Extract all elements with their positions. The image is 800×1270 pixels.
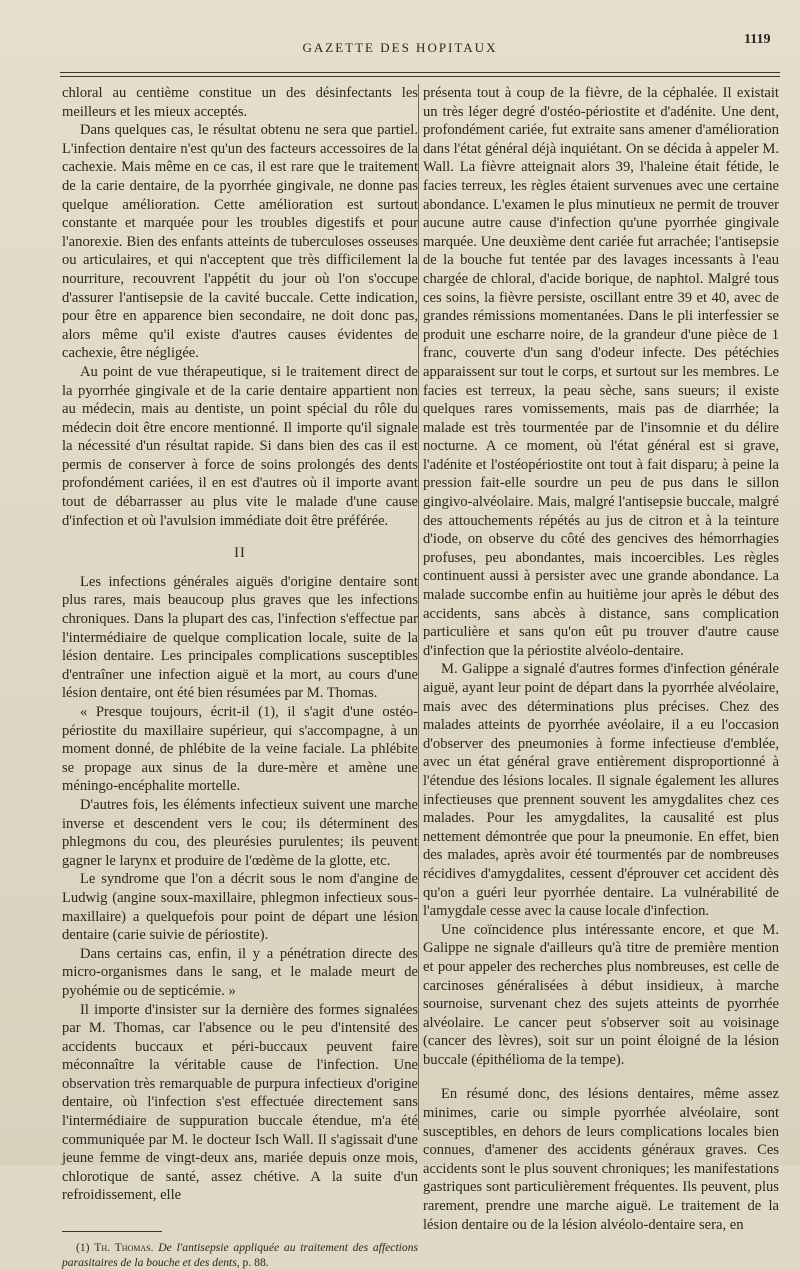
left-column xyxy=(62,84,418,1270)
paragraph: Il importe d'insister sur la dernière des formes signalées par M. Thomas, car l'absence ou le peu d'intensité des accidents buccaux et péri-buccaux peuvent faire méconnaître la véritable cause de l'infection. Une observation très remarquable de purpura infectieux d'origine dentaire, où l'infection s'est effectuée directement sans l'intermédiaire de suppuration buccale étendue, m'a été communiquée par M. le docteur Isch Wall. Il s'agissait d'une jeune femme de vingt-deux ans, mariée depuis onze mois, chlorotique de santé, assez chétive. A la suite d'un refroidissement, elle xyxy=(62,1001,418,1204)
paragraph: Le syndrome que l'on a décrit sous le nom d'angine de Ludwig (angine soux-maxillaire, phlegmon infectieux sous-maxillaire) a quelquefois pour point de départ une lésion dentaire (carie suivie de périostite). xyxy=(62,871,418,944)
paragraph: présenta tout à coup de la fièvre, de la céphalée. Il existait un très léger degré d'ostéo-périostite et d'adénite. Une dent, profondément cariée, fut extraite sans amener d'amélioration dans l'état général déjà inquiétant. On se décida à appeler M. Wall. La fièvre atteignait alors 39, l'haleine était fétide, le facies terreux, les règles étaient survenues avec une certaine abondance. L'examen le plus minutieux ne permit de trouver aucune autre cause d'infection qu'une pyorrhée gingivale marquée. Une deuxième dent cariée fut arrachée; l'antisepsie de la bouche fut tentée par des lavages incessants à l'eau chargée de chloral, d'acide borique, de naphtol. Malgré tous ces soins, la fièvre persiste, oscillant entre 39 et 40, avec de grandes rémissions momentanées. Dans le pli interfessier se produit une escharre noire, de la grandeur d'une pièce de 1 franc, couverte d'un sang d'odeur infecte. Des pétéchies apparaissent sur tout le corps, et surtout sur les membres. Le facies est terreux, la peau sèche, sans sueurs; il existe quelques rares vomissements, mais pas de diarrhée; la malade est très tourmentée par de l'insomnie et du délire nocturne. A ce moment, où l'état général est si grave, l'adénite et l'ostéopériostite ont tout à fait disparu; à peine la pression fait-elle sourdre un peu de pus dans le sillon gingivo-alvéolaire. Mais, malgré l'antisepsie buccale, malgré des attouchements répétés au jus de citron et à la teinture d'iode, on observe du côté des gencives des hémorrhagies profuses, peu abondantes, mais incoercibles. Les règles continuent aussi à persister avec une grande abondance. La malade succombe enfin au huitième jour après le début des accidents, sans abcès à distance, sans complication particulière et sans qu'on eût pu trouver d'autre cause d'infection que la périostite alvéolo-dentaire. xyxy=(423,85,779,659)
right-column xyxy=(423,84,779,1233)
footnote-rule xyxy=(62,1231,162,1232)
page-number: 1119 xyxy=(744,32,771,47)
paragraph: « Presque toujours, écrit-il (1), il s'agit d'une ostéo-périostite du maxillaire supérieur, qui s'accompagne, à un moment donné, de phlébite de la veine faciale. La phlébite se propage aux sinus de la dure-mère et amène une méningo-encéphalite mortelle. xyxy=(62,704,418,795)
section-number: II xyxy=(234,545,246,562)
paragraph: Une coïncidence plus intéressante encore, et que M. Galippe ne signale d'ailleurs qu'à titre de première mention et pour appeler des recherches plus nombreuses, est celle de carcinoses généralisées à début insidieux, à marche sournoise, survenant chez des sujets atteints de pyorrhée alvéolaire. Le cancer peut s'observer soit au voisinage (cancer des lèvres), soit sur un point éloigné de la lésion buccale (épithélioma de la tempe). xyxy=(423,921,779,1068)
footnote xyxy=(62,1240,418,1270)
header-rule-double xyxy=(60,76,780,77)
paragraph: M. Galippe a signalé d'autres formes d'infection générale aiguë, ayant leur point de départ dans la pyorrhée alvéolaire, mais avec des déterminations plus précises. Chez des malades atteints de pyorrhée avéolaire, il a eu l'occasion d'observer des pneumonies à forme infectieuse d'emblée, avec un état général grave entièrement disproportionné à l'étendue des lésions locales. Il signale également les allures infectieuses que prennent souvent les amygdalites chez ces malades. Pour les amygdalites, la causalité est plus nettement démontrée que pour la pneumonie. En effet, bien des malades, après avoir été tourmentés par de nombreuses récidives d'amygdalites, cessent d'éprouver cet accident dès qu'on a guéri leur pyorrhée dentaire. La vulnérabilité de l'amygdale cesse avec la cause locale d'infection. xyxy=(423,661,779,920)
paragraph: D'autres fois, les éléments infectieux suivent une marche inverse et descendent vers le cou; ils déterminent des phlegmons du cou, des pleurésies purulentes; ils peuvent gagner le larynx et produire de l'œdème de la glotte, etc. xyxy=(62,796,418,869)
paragraph: Au point de vue thérapeutique, si le traitement direct de la pyorrhée gingivale et de la carie dentaire appartient non au médecin, mais au dentiste, un point spécial du rôle du médecin doit être encore mentionné. Il importe qu'il signale la nécessité d'un résultat rapide. Si dans bien des cas il est permis de conserver à force de soins prolongés des dents profondément cariées, il en est d'autres où il importe avant tout de débarrasser au plus vite le malade d'une cause d'infection et où l'avulsion immédiate doit être préférée. xyxy=(62,363,418,529)
footnote-title: De l'antisepsie appliquée au traitement des affections parasitaires de la bouche et des dents xyxy=(62,1241,418,1270)
paragraph: Les infections générales aiguës d'origine dentaire sont plus rares, mais beaucoup plus graves que les infections chroniques. Dans la plupart des cas, l'infection s'effectue par l'intermédiaire de quelque complication locale, suite de la lésion dentaire. Les principales complications susceptibles d'entraîner une infection aiguë et la mort, au cours d'une lésion dentaire, ont été bien résumées par M. Thomas. xyxy=(62,573,418,702)
paragraph: chloral au centième constitue un des désinfectants les meilleurs et les mieux acceptés. xyxy=(62,85,418,120)
paragraph: Dans certains cas, enfin, il y a pénétration directe des micro-organismes dans le sang, et le malade meurt de pyohémie ou de septicémie. » xyxy=(62,945,418,999)
footnote-page: , p. 88. xyxy=(236,1256,269,1270)
footnote-author: Th. Thomas. xyxy=(94,1241,154,1255)
running-title: GAZETTE DES HOPITAUX xyxy=(302,40,498,55)
footnote-mark: (1) xyxy=(76,1241,95,1255)
paragraph: Dans quelques cas, le résultat obtenu ne sera que partiel. L'infection dentaire n'est qu'un des facteurs accessoires de la cachexie. Mais même en ce cas, il est rare que le traitement de la carie dentaire, de la pyorrhée gingivale, ne donne pas quelque amélioration. Cette amélioration est surtout constante et marquée pour les troubles digestifs et pour l'anorexie. Bien des enfants atteints de tuberculoses osseuses ou articulaires, et qui n'acceptent que très difficilement la nourriture, recouvrent l'appétit du jour où l'on s'occupe d'assurer l'antisepsie de la cavité buccale. Cette indication, pour être en apparence bien secondaire, ne doit donc pas, alors même qu'il existe d'autres causes évidentes de cachexie, être négligée. xyxy=(62,122,418,362)
header-rule xyxy=(60,72,780,73)
column-divider xyxy=(418,84,419,1130)
paragraph: En résumé donc, des lésions dentaires, même assez minimes, carie ou simple pyorrhée alvéolaire, sont susceptibles, en dehors de leurs complications locales bien connues, d'amener des accidents généraux graves. Ces accidents sont le plus souvent chroniques; les manifestations gastriques sont particulièrement fréquentes. Ils peuvent, plus rarement, prendre une marche aiguë. Le traitement de la lésion dentaire ou de la lésion alvéolo-dentaire sera, en xyxy=(423,1086,779,1233)
